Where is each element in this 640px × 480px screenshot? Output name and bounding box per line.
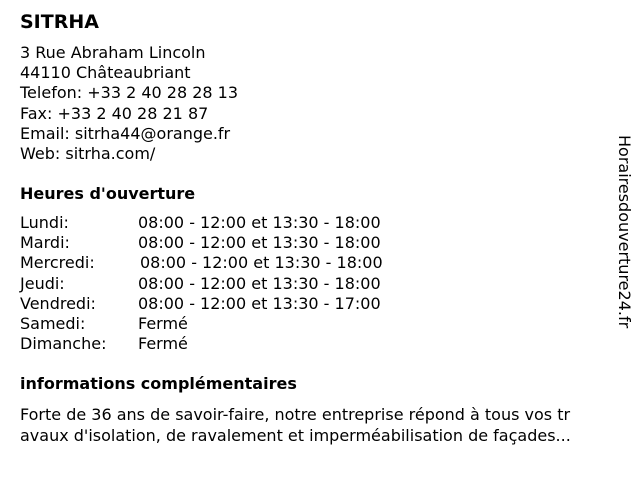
day-hours: 08:00 - 12:00 et 13:30 - 18:00 <box>138 273 381 293</box>
watermark-text: Horairesdouverture24.fr <box>615 135 634 329</box>
day-label: Dimanche: <box>20 334 107 354</box>
day-hours: 08:00 - 12:00 et 13:30 - 18:00 <box>140 253 383 273</box>
day-hours: 08:00 - 12:00 et 13:30 - 18:00 <box>138 233 381 253</box>
additional-info-text <box>20 404 620 446</box>
contact-block <box>20 43 238 164</box>
description-line: avaux d'isolation, de ravalement et imperméabilisation de façades... <box>20 426 571 445</box>
additional-info-heading: informations complémentaires <box>20 374 297 393</box>
opening-hours-heading: Heures d'ouverture <box>20 184 196 203</box>
description-line: Forte de 36 ans de savoir-faire, notre entreprise répond à tous vos tr <box>20 405 571 424</box>
day-hours: 08:00 - 12:00 et 13:30 - 17:00 <box>138 293 381 313</box>
day-label: Lundi: <box>20 213 69 232</box>
fax-number: Fax: +33 2 40 28 21 87 <box>20 103 209 123</box>
email-address: Email: sitrha44@orange.fr <box>20 123 231 143</box>
day-label: Mardi: <box>20 233 70 253</box>
website: Web: sitrha.com/ <box>20 144 156 164</box>
address-city: 44110 Châteaubriant <box>20 63 191 83</box>
phone-number: Telefon: +33 2 40 28 28 13 <box>20 83 239 103</box>
day-label: Jeudi: <box>20 273 65 293</box>
vertical-watermark <box>614 135 634 345</box>
day-hours: 08:00 - 12:00 et 13:30 - 18:00 <box>138 213 381 232</box>
address-street: 3 Rue Abraham Lincoln <box>20 43 206 62</box>
day-label: Mercredi: <box>20 253 95 273</box>
day-label: Samedi: <box>20 313 86 333</box>
day-label: Vendredi: <box>20 293 96 313</box>
business-name: SITRHA <box>20 11 99 33</box>
day-hours: Fermé <box>138 313 188 333</box>
day-hours: Fermé <box>138 334 188 354</box>
